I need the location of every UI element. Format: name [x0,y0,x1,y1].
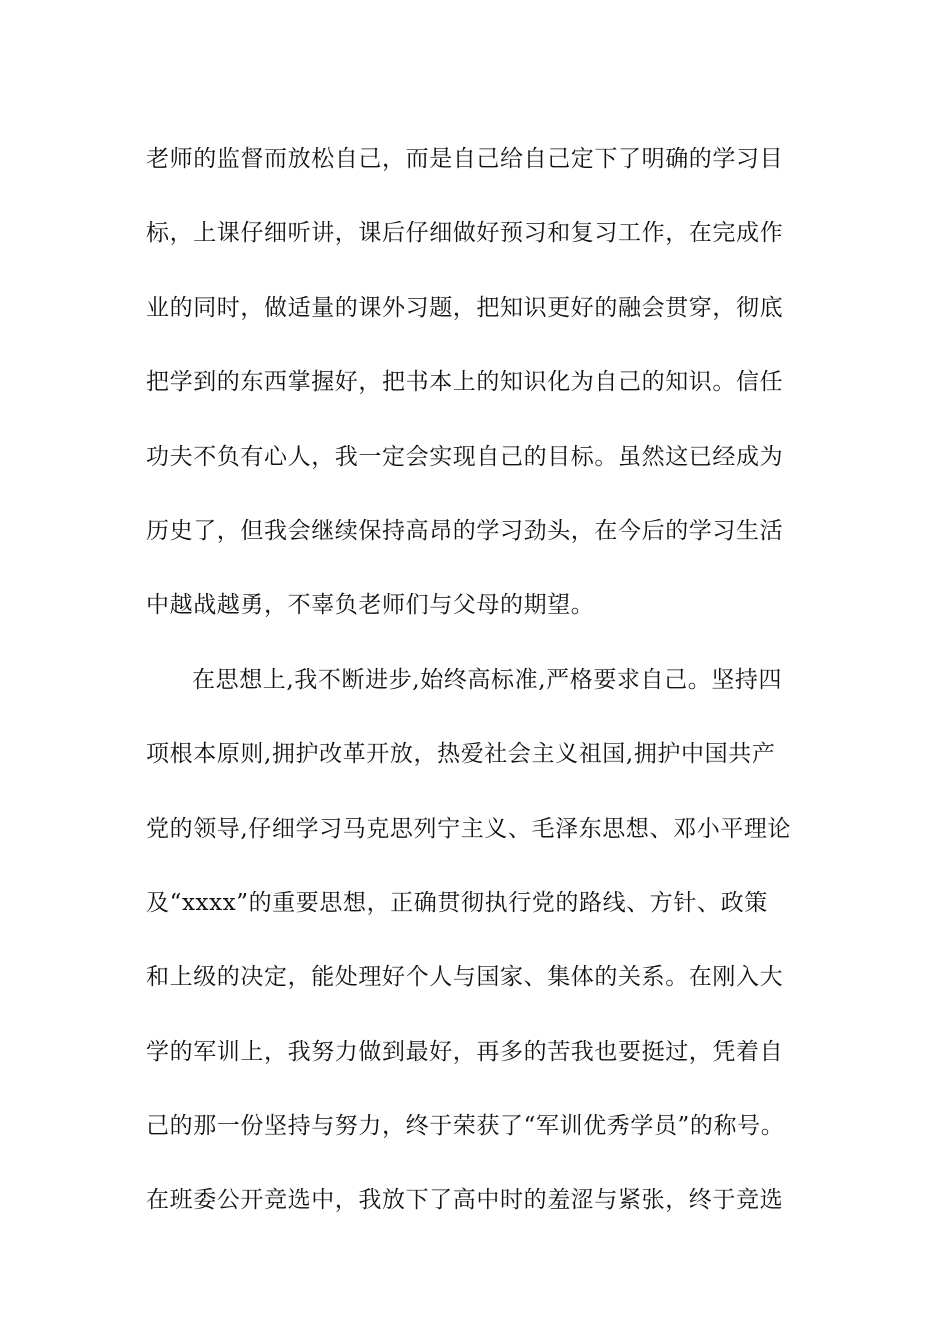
text-line-7: 中越战越勇，不辜负老师们与父母的期望。 [146,592,595,619]
text-line-3: 业的同时，做适量的课外习题，把知识更好的融会贯穿，彻底 [146,294,784,321]
text-line-11: 及“xxxx”的重要思想，正确贯彻执行党的路线、方针、政策 [146,889,768,916]
text-line-2: 标，上课仔细听讲，课后仔细做好预习和复习工作，在完成作 [146,220,784,247]
text-line-12: 和上级的决定，能处理好个人与国家、集体的关系。在刚入大 [146,964,784,991]
text-line-14: 己的那一份坚持与努力，终于荣获了“军训优秀学员”的称号。 [146,1113,785,1140]
paragraph-start-line: 在思想上,我不断进步,始终高标准,严格要求自己。坚持四 [192,666,783,693]
text-line-13: 学的军训上，我努力做到最好，再多的苦我也要挺过，凭着自 [146,1038,784,1065]
text-line-1: 老师的监督而放松自己，而是自己给自己定下了明确的学习目 [146,146,784,172]
text-line-4: 把学到的东西掌握好，把书本上的知识化为自己的知识。信任 [146,369,784,396]
document-body [146,122,836,1238]
text-line-10: 党的领导,仔细学习马克思列宁主义、毛泽东思想、邓小平理论 [146,815,792,842]
text-line-15: 在班委公开竞选中，我放下了高中时的羞涩与紧张，终于竞选 [146,1187,784,1214]
text-line-9: 项根本原则,拥护改革开放，热爱社会主义祖国,拥护中国共产 [146,741,776,768]
text-line-5: 功夫不负有心人，我一定会实现自己的目标。虽然这已经成为 [146,443,784,470]
text-line-6: 历史了，但我会继续保持高昂的学习劲头，在今后的学习生活 [146,517,784,544]
